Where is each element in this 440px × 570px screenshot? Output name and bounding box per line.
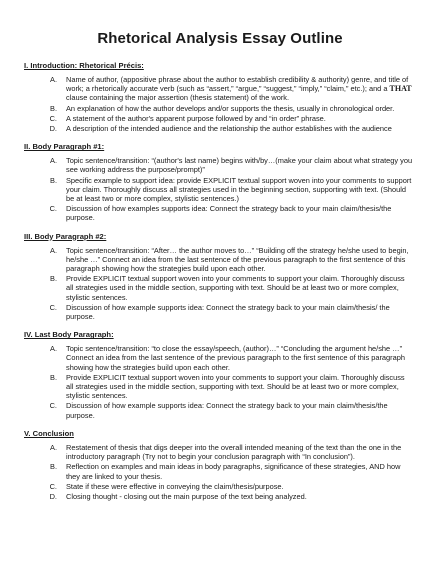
item-marker: B.: [50, 274, 57, 284]
item-marker: D.: [49, 491, 57, 501]
list-item: [22, 401, 418, 419]
item-marker: C.: [49, 481, 57, 491]
document-title: Rhetorical Analysis Essay Outline: [97, 30, 343, 47]
section-heading: III. Body Paragraph #2:: [24, 231, 107, 241]
item-marker: A.: [50, 344, 57, 354]
item-marker: A.: [50, 75, 57, 84]
list-item: [22, 482, 418, 491]
list-item: [22, 246, 418, 274]
item-text: [66, 75, 418, 103]
item-text-part: Name of author, (appositive phrase about the author to establish credibility & authority) genre, and title of work; a rhetorically accurate verb (such as “assert,” “argue,” “suggest,” “imply,” “claim,” etc.); and a: [66, 75, 409, 94]
item-marker: C.: [49, 302, 57, 312]
list-item: [22, 204, 418, 222]
section-heading: I. Introduction: Rhetorical Précis:: [24, 61, 144, 70]
list-item: [22, 443, 418, 461]
section-heading: IV. Last Body Paragraph:: [24, 330, 114, 340]
item-text: Provide EXPLICIT textual support woven into your comments to support your claim. Thoroughly discuss all strategies used in the middle section, supporting with text. Should be at least two or more complex, stylistic sentences.: [66, 274, 405, 302]
section-last-body-paragraph: [22, 330, 418, 420]
item-list: [22, 156, 418, 222]
list-item: [22, 75, 418, 103]
item-marker: D.: [49, 124, 57, 134]
list-item: [22, 124, 418, 133]
item-text: Discussion of how example supports idea: Connect the strategy back to your main claim/thesis/ the purpose.: [66, 302, 390, 322]
item-text: An explanation of how the author develops and/or supports the thesis, usually in chronological order.: [66, 103, 395, 113]
item-list: [22, 443, 418, 501]
list-item: [22, 156, 418, 174]
list-item: [22, 492, 418, 501]
item-text: Reflection on examples and main ideas in body paragraphs, significance of these strategies, AND how they are linked to your thesis.: [66, 462, 401, 481]
list-item: [22, 344, 418, 372]
item-marker: A.: [50, 245, 57, 255]
item-marker: C.: [49, 401, 57, 411]
item-marker: C.: [49, 204, 57, 214]
list-item: [22, 274, 418, 302]
item-text: Discussion of how example supports idea: Connect the strategy back to your main claim/thesis/the purpose.: [66, 401, 388, 420]
section-body-paragraph-2: [22, 232, 418, 322]
section-body-paragraph-1: [22, 142, 418, 222]
item-marker: C.: [49, 113, 57, 123]
item-text: State if these were effective in conveying the claim/thesis/purpose.: [66, 481, 284, 491]
item-text: Restatement of thesis that digs deeper into the overall intended meaning of the text than the one in the introductory paragraph (Try not to begin your conclusion paragraph with “In conclusion”).: [66, 442, 402, 462]
list-item: [22, 373, 418, 401]
item-marker: B.: [50, 103, 57, 113]
list-item: [22, 104, 418, 113]
item-text: Specific example to support idea: provide EXPLICIT textual support woven into your comments to support your claim. Thoroughly discuss all strategies used in the beginning section, supporting with text. (Should be at least two or more complex, stylistic sentences.): [66, 175, 412, 204]
item-list: [22, 246, 418, 322]
item-text: Closing thought - closing out the main purpose of the text being analyzed.: [66, 491, 307, 501]
item-text-part: clause containing the major assertion (thesis statement) of the work.: [66, 93, 290, 103]
section-heading: II. Body Paragraph #1:: [24, 142, 105, 152]
item-marker: A.: [50, 156, 57, 166]
item-marker: A.: [50, 442, 57, 452]
section-conclusion: [22, 429, 418, 501]
section-introduction: [22, 61, 418, 133]
item-text: Topic sentence/transition: “(author's last name) begins with/by…(make your claim about what strategy you see working address the purpose/prompt)”: [66, 156, 413, 175]
item-text: Discussion of how examples supports idea: Connect the strategy back to your main claim/thesis/the purpose.: [66, 204, 392, 223]
list-item: [22, 176, 418, 204]
item-list: [22, 75, 418, 133]
item-text: Topic sentence/transition: “to close the essay/speech, (author)…” “Concluding the argument he/she …” Connect an idea from the last sentence of the previous paragraph to the first sentence of this paragraph showing how the strategies build upon each other.: [66, 344, 405, 372]
item-marker: B.: [50, 372, 57, 382]
item-marker: B.: [50, 462, 57, 472]
item-text: A description of the intended audience and the relationship the author establishes with the audience: [66, 124, 392, 134]
item-text: A statement of the author's apparent purpose followed by and “in order” phrase.: [66, 113, 326, 123]
item-marker: B.: [50, 175, 57, 185]
item-bold-word: THAT: [389, 84, 412, 94]
item-text: Provide EXPLICIT textual support woven into your comments to support your claim. Thoroughly discuss all strategies used in the middle section, supporting with text. Should be at least two or more complex, stylistic sentences.: [66, 372, 405, 401]
section-heading: V. Conclusion: [24, 428, 74, 438]
list-item: [22, 462, 418, 480]
list-item: [22, 303, 418, 321]
item-list: [22, 344, 418, 420]
list-item: [22, 114, 418, 123]
item-text: Topic sentence/transition: “After… the author moves to…” “Building off the strategy he/she used to begin, he/she …” Connect an idea from the last sentence of the previous paragraph to the first sentence of this paragraph showing how the strategies build upon each other.: [66, 245, 409, 274]
